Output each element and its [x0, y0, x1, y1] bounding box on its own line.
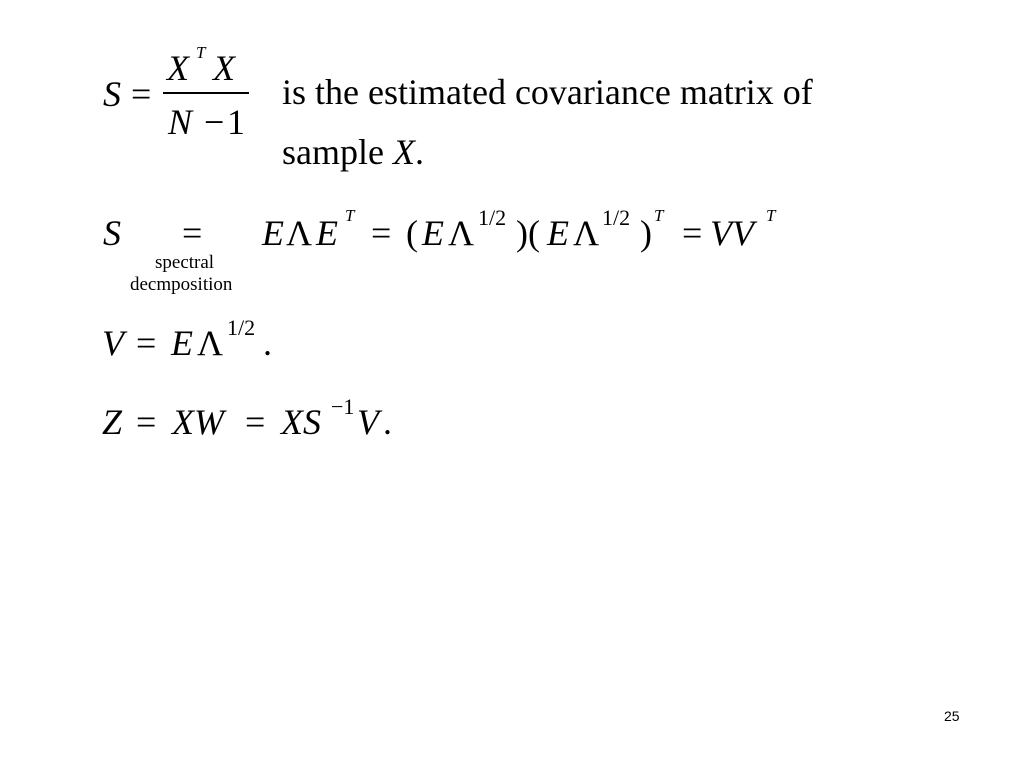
- equals-sign: =: [136, 323, 157, 363]
- symbol-lambda: Λ: [448, 213, 475, 253]
- symbol-e: E: [547, 213, 569, 253]
- symbol-v: V: [357, 402, 379, 442]
- half-exponent: 1/2: [478, 205, 507, 230]
- equals-sign: =: [245, 402, 266, 442]
- spectral-label: spectral: [155, 252, 215, 273]
- transpose-superscript: T: [345, 206, 355, 225]
- decomposition-label: decmposition: [130, 274, 233, 295]
- transpose-superscript: T: [766, 206, 776, 225]
- symbol-xs: XS: [281, 402, 321, 442]
- equals-sign: =: [136, 402, 157, 442]
- explanation-sample-word: sample: [282, 132, 393, 172]
- symbol-vv: VV: [710, 213, 754, 253]
- equals-sign: =: [371, 213, 392, 253]
- inverse-exponent: −1: [331, 394, 355, 419]
- equals-sign: =: [131, 74, 152, 114]
- half-exponent: 1/2: [227, 315, 256, 340]
- numerator-x: X: [167, 48, 189, 88]
- transpose-superscript: T: [654, 206, 664, 225]
- period: .: [383, 402, 392, 442]
- denominator-one: 1: [227, 102, 245, 142]
- right-paren: ): [640, 213, 652, 253]
- half-exponent: 1/2: [602, 205, 631, 230]
- symbol-lambda: Λ: [286, 213, 313, 253]
- explanation-variable-x: X: [392, 132, 415, 172]
- slide-number: 25: [944, 708, 960, 724]
- explanation-line-2: [282, 134, 424, 170]
- symbol-e: E: [316, 213, 338, 253]
- left-paren: (: [406, 213, 418, 253]
- numerator-x: X: [213, 48, 235, 88]
- symbol-e: E: [422, 213, 444, 253]
- period: .: [263, 323, 272, 363]
- symbol-lambda: Λ: [197, 323, 224, 363]
- symbol-s: S: [103, 213, 121, 253]
- explanation-period: .: [414, 132, 424, 172]
- symbol-s: S: [103, 74, 121, 114]
- transpose-superscript: T: [196, 43, 206, 62]
- symbol-xw: XW: [172, 402, 224, 442]
- denominator-n: N: [168, 102, 193, 142]
- explanation-line-1: is the estimated covariance matrix of: [282, 72, 813, 112]
- equals-sign: =: [182, 213, 203, 253]
- symbol-z: Z: [102, 402, 123, 442]
- fraction-bar: [163, 92, 249, 94]
- symbol-e: E: [171, 323, 193, 363]
- minus-sign: −: [204, 102, 225, 142]
- symbol-v: V: [102, 323, 124, 363]
- paren-pair: )(: [516, 213, 540, 253]
- symbol-lambda: Λ: [573, 213, 600, 253]
- equals-sign: =: [682, 213, 703, 253]
- symbol-e: E: [262, 213, 284, 253]
